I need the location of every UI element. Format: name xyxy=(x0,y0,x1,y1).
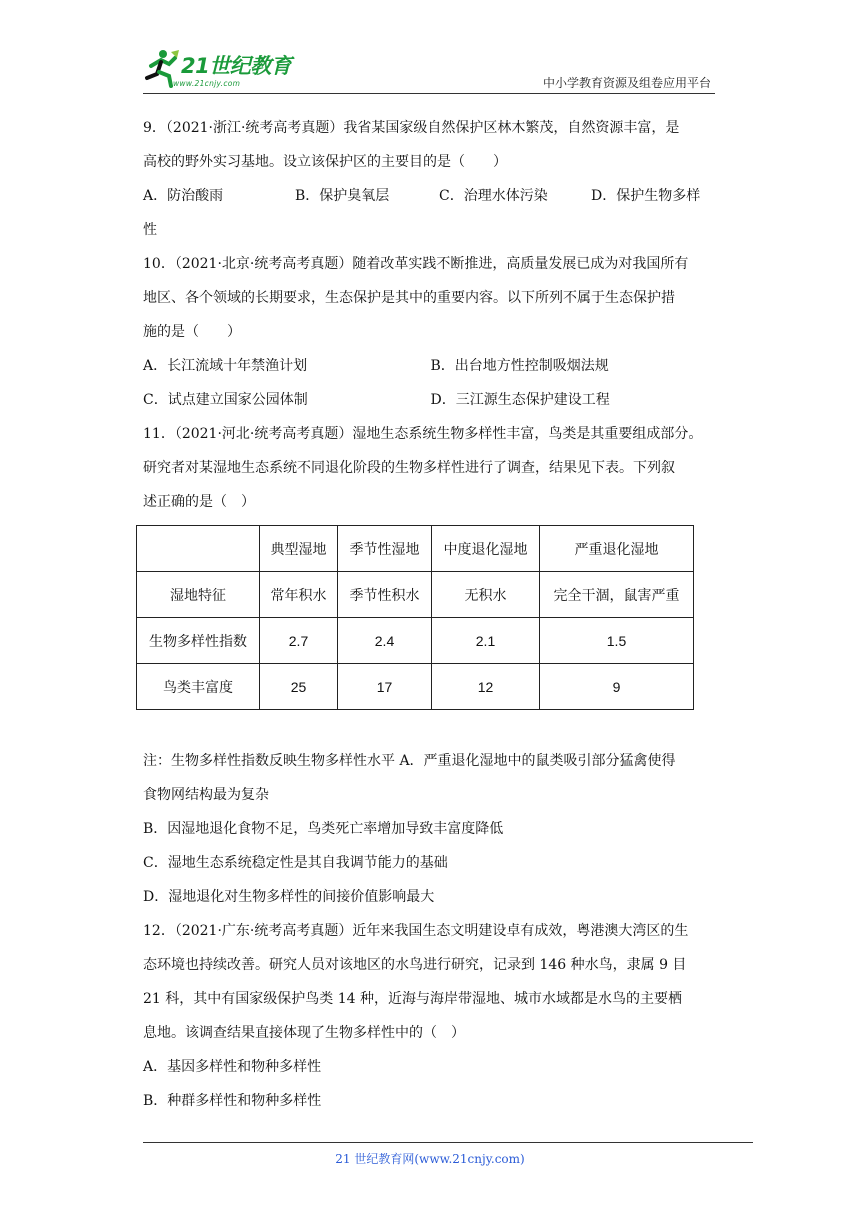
platform-name: 中小学教育资源及组卷应用平台 xyxy=(542,76,711,90)
q11-line3: 述正确的是（ ） xyxy=(143,494,255,510)
table-cell: 2.4 xyxy=(338,618,432,664)
table-cell: 季节性积水 xyxy=(338,572,432,618)
table-cell: 常年积水 xyxy=(260,572,338,618)
table-cell: 1.5 xyxy=(540,618,694,664)
table-row xyxy=(137,572,694,618)
table-cell: 完全干涸，鼠害严重 xyxy=(540,572,694,618)
header-divider xyxy=(143,93,715,94)
q11-option-b[interactable]: B．因湿地退化食物不足，鸟类死亡率增加导致丰富度降低 xyxy=(143,821,504,837)
q12-line4: 息地。该调查结果直接体现了生物多样性中的（ ） xyxy=(143,1025,465,1041)
q9-line1: 9．（2021·浙江·统考高考真题）我省某国家级自然保护区林木繁茂，自然资源丰富，是 xyxy=(143,120,680,136)
table-cell: 鸟类丰富度 xyxy=(137,664,260,710)
q9-option-d-cont: 性 xyxy=(143,222,157,238)
q10-line1: 10．（2021·北京·统考高考真题）随着改革实践不断推进，高质量发展已成为对我国所有 xyxy=(143,256,689,272)
q10-options-row2 xyxy=(143,383,718,417)
q10-line2: 地区、各个领域的长期要求，生态保护是其中的重要内容。以下所列不属于生态保护措 xyxy=(143,290,675,306)
page-header xyxy=(143,44,715,94)
q9-options xyxy=(143,179,718,213)
site-logo[interactable] xyxy=(143,48,313,92)
wetland-survey-table xyxy=(136,525,694,710)
q12-line1: 12．（2021·广东·统考高考真题）近年来我国生态文明建设卓有成效，粤港澳大湾区的生 xyxy=(143,923,689,939)
q10-option-d[interactable]: D．三江源生态保护建设工程 xyxy=(430,392,610,408)
q10-option-c[interactable]: C．试点建立国家公园体制 xyxy=(143,392,308,408)
q10-options-row1 xyxy=(143,349,718,383)
q10-option-a[interactable]: A．长江流域十年禁渔计划 xyxy=(143,358,308,374)
table-header-cell xyxy=(137,526,260,572)
q9-option-b[interactable]: B．保护臭氧层 xyxy=(295,188,390,204)
q9-option-d[interactable]: D．保护生物多样 xyxy=(591,188,701,204)
q9-option-c[interactable]: C．治理水体污染 xyxy=(439,188,548,204)
table-header-cell: 严重退化湿地 xyxy=(540,526,694,572)
table-cell: 2.7 xyxy=(260,618,338,664)
footer-divider xyxy=(143,1142,753,1143)
q11-note-line1: 注：生物多样性指数反映生物多样性水平 A．严重退化湿地中的鼠类吸引部分猛禽使得 xyxy=(143,753,676,769)
q10-option-b[interactable]: B．出台地方性控制吸烟法规 xyxy=(430,358,609,374)
table-row xyxy=(137,618,694,664)
q9-line2: 高校的野外实习基地。设立该保护区的主要目的是（ ） xyxy=(143,154,507,170)
footer-link[interactable]: 21 世纪教育网(www.21cnjy.com) xyxy=(335,1152,525,1166)
q11-line1: 11．（2021·河北·统考高考真题）湿地生态系统生物多样性丰富，鸟类是其重要组成部分。 xyxy=(143,426,703,442)
table-cell: 12 xyxy=(432,664,540,710)
logo-url: www.21cnjy.com xyxy=(173,79,241,88)
table-header-row xyxy=(137,526,694,572)
q12-line3: 21 科，其中有国家级保护鸟类 14 种，近海与海岸带湿地、城市水域都是水鸟的主要栖 xyxy=(143,991,682,1007)
table-cell: 生物多样性指数 xyxy=(137,618,260,664)
table-cell: 17 xyxy=(338,664,432,710)
q10-line3: 施的是（ ） xyxy=(143,324,241,340)
q12-line2: 态环境也持续改善。研究人员对该地区的水鸟进行研究，记录到 146 种水鸟，隶属 9 目 xyxy=(143,957,687,973)
table-row xyxy=(137,664,694,710)
table-cell: 25 xyxy=(260,664,338,710)
table-header-cell: 中度退化湿地 xyxy=(432,526,540,572)
table-cell: 湿地特征 xyxy=(137,572,260,618)
table-cell: 无积水 xyxy=(432,572,540,618)
q11-option-c[interactable]: C．湿地生态系统稳定性是其自我调节能力的基础 xyxy=(143,855,448,871)
q9-option-a[interactable]: A．防治酸雨 xyxy=(143,188,224,204)
q11-option-d[interactable]: D．湿地退化对生物多样性的间接价值影响最大 xyxy=(143,889,435,905)
logo-text: 21世纪教育 xyxy=(181,54,292,78)
q12-option-a[interactable]: A．基因多样性和物种多样性 xyxy=(143,1059,322,1075)
q11-line2: 研究者对某湿地生态系统不同退化阶段的生物多样性进行了调查，结果见下表。下列叙 xyxy=(143,460,675,476)
question-content xyxy=(143,111,718,1118)
table-cell: 2.1 xyxy=(432,618,540,664)
q11-note-line2: 食物网结构最为复杂 xyxy=(143,787,269,803)
table-header-cell: 典型湿地 xyxy=(260,526,338,572)
table-header-cell: 季节性湿地 xyxy=(338,526,432,572)
q12-option-b[interactable]: B．种群多样性和物种多样性 xyxy=(143,1093,322,1109)
table-cell: 9 xyxy=(540,664,694,710)
